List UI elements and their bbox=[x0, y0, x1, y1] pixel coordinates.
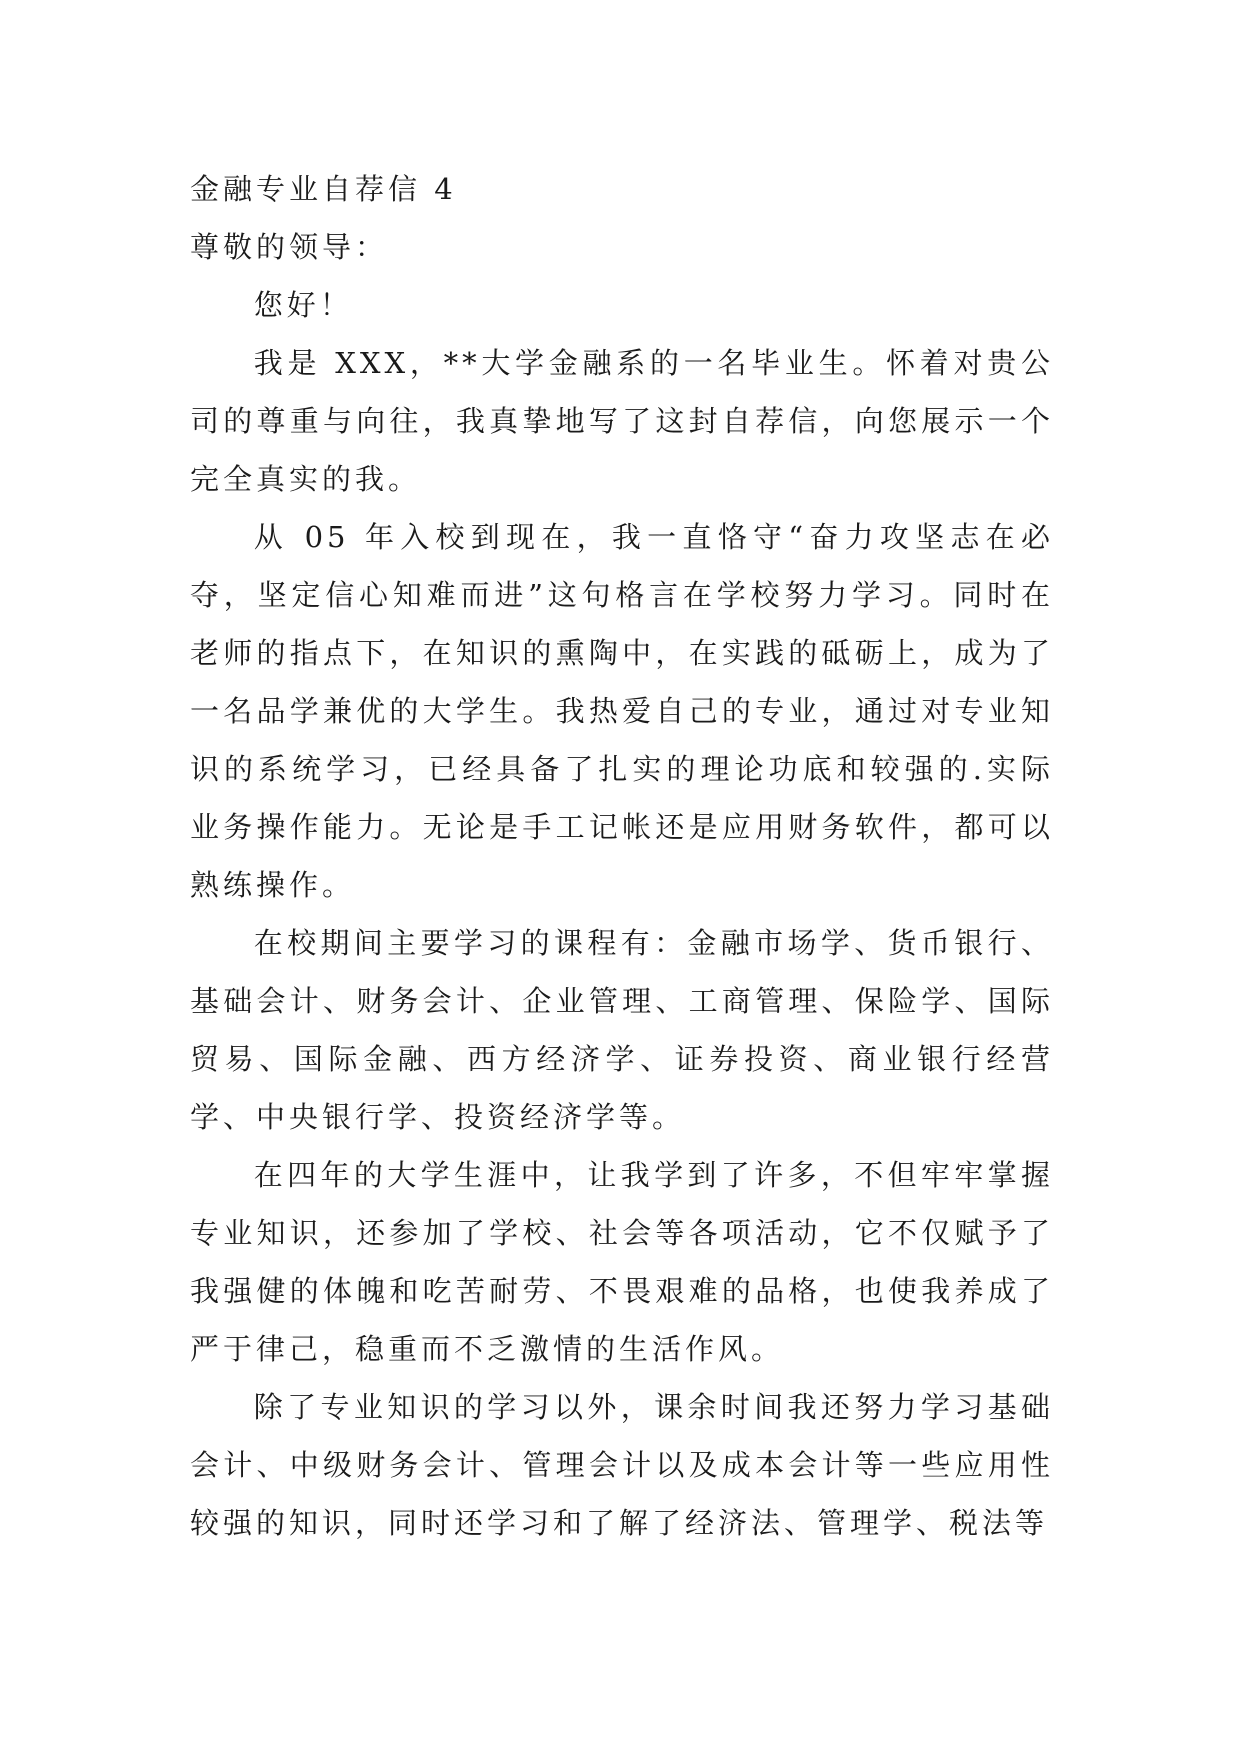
letter-body bbox=[190, 160, 1054, 1552]
paragraph-study: 从 05 年入校到现在，我一直恪守“奋力攻坚志在必夺，坚定信心知难而进”这句格言在学校努力学习。同时在老师的指点下，在知识的熏陶中，在实践的砥砺上，成为了一名品学兼优的大学生。我热爱自己的专业，通过对专业知识的系统学习，已经具备了扎实的理论功底和较强的.实际业务操作能力。无论是手工记帐还是应用财务软件，都可以熟练操作。 bbox=[190, 520, 1054, 902]
document-title: 金融专业自荐信 4 bbox=[190, 172, 457, 206]
salutation: 尊敬的领导： bbox=[190, 230, 389, 264]
paragraph-intro: 我是 XXX，**大学金融系的一名毕业生。怀着对贵公司的尊重与向往，我真挚地写了这封自荐信，向您展示一个完全真实的我。 bbox=[190, 346, 1054, 496]
paragraph-activities: 在四年的大学生涯中，让我学到了许多，不但牢牢掌握专业知识，还参加了学校、社会等各项活动，它不仅赋予了我强健的体魄和吃苦耐劳、不畏艰难的品格，也使我养成了严于律己，稳重而不乏激情的生活作风。 bbox=[190, 1158, 1054, 1366]
paragraph-courses: 在校期间主要学习的课程有：金融市场学、货币银行、基础会计、财务会计、企业管理、工商管理、保险学、国际贸易、国际金融、西方经济学、证券投资、商业银行经营学、中央银行学、投资经济学等。 bbox=[190, 926, 1054, 1134]
paragraph-extra-study: 除了专业知识的学习以外，课余时间我还努力学习基础会计、中级财务会计、管理会计以及成本会计等一些应用性较强的知识，同时还学习和了解了经济法、管理学、税法等 bbox=[190, 1390, 1054, 1540]
greeting: 您好！ bbox=[253, 288, 353, 322]
